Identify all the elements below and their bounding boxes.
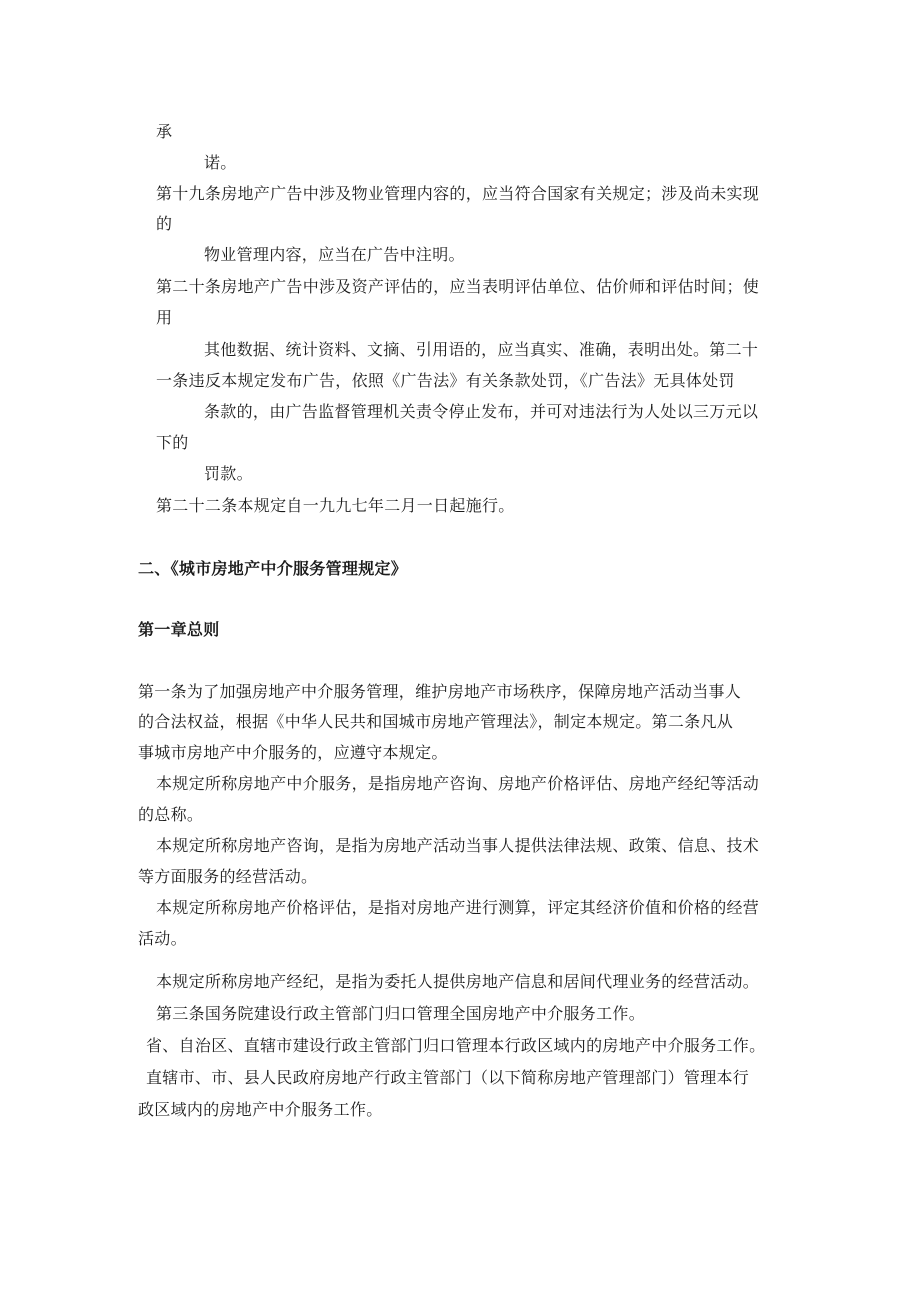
section-heading: 二、《城市房地产中介服务管理规定》 bbox=[138, 559, 408, 578]
text-line: 直辖市、市、县人民政府房地产行政主管部门（以下简称房地产管理部门）管理本行 bbox=[146, 1068, 750, 1087]
text-line: 第二十条房地产广告中涉及资产评估的，应当表明评估单位、估价师和评估时间；使 bbox=[156, 277, 760, 296]
text-line: 本规定所称房地产咨询，是指为房地产活动当事人提供法律法规、政策、信息、技术 bbox=[156, 836, 760, 855]
text-line: 第十九条房地产广告中涉及物业管理内容的，应当符合国家有关规定；涉及尚未实现 bbox=[156, 184, 760, 203]
text-line: 第三条国务院建设行政主管部门归口管理全国房地产中介服务工作。 bbox=[156, 1004, 646, 1023]
text-line: 第二十二条本规定自一九九七年二月一日起施行。 bbox=[156, 496, 515, 515]
text-line: 诺。 bbox=[204, 153, 237, 172]
text-line: 省、自治区、直辖市建设行政主管部门归口管理本行政区域内的房地产中介服务工作。 bbox=[146, 1036, 766, 1055]
text-line: 一条违反本规定发布广告，依照《广告法》有关条款处罚，《广告法》无具体处罚 bbox=[156, 371, 735, 390]
text-line: 承 bbox=[156, 122, 173, 141]
text-line: 活动。 bbox=[138, 929, 187, 948]
text-line: 政区域内的房地产中介服务工作。 bbox=[138, 1100, 383, 1119]
text-line: 本规定所称房地产中介服务，是指房地产咨询、房地产价格评估、房地产经纪等活动 bbox=[156, 774, 760, 793]
text-line: 用 bbox=[156, 308, 173, 327]
text-line: 下的 bbox=[156, 433, 189, 452]
text-line: 本规定所称房地产价格评估，是指对房地产进行测算，评定其经济价值和价格的经营 bbox=[156, 898, 760, 917]
text-line: 条款的，由广告监督管理机关责令停止发布，并可对违法行为人处以三万元以 bbox=[204, 402, 759, 421]
text-line: 等方面服务的经营活动。 bbox=[138, 867, 318, 886]
text-line: 的合法权益，根据《中华人民共和国城市房地产管理法》，制定本规定。第二条凡从 bbox=[138, 712, 734, 731]
text-line: 事城市房地产中介服务的，应遵守本规定。 bbox=[138, 743, 448, 762]
text-line: 的总称。 bbox=[138, 805, 204, 824]
text-line: 罚款。 bbox=[204, 464, 253, 483]
text-line: 其他数据、统计资料、文摘、引用语的，应当真实、准确，表明出处。第二十 bbox=[204, 340, 759, 359]
text-line: 物业管理内容，应当在广告中注明。 bbox=[204, 245, 465, 264]
text-line: 第一条为了加强房地产中介服务管理，维护房地产市场秩序，保障房地产活动当事人 bbox=[138, 682, 742, 701]
text-line: 本规定所称房地产经纪，是指为委托人提供房地产信息和居间代理业务的经营活动。 bbox=[156, 972, 760, 991]
text-line: 的 bbox=[156, 214, 173, 233]
chapter-heading: 第一章总则 bbox=[138, 620, 220, 639]
